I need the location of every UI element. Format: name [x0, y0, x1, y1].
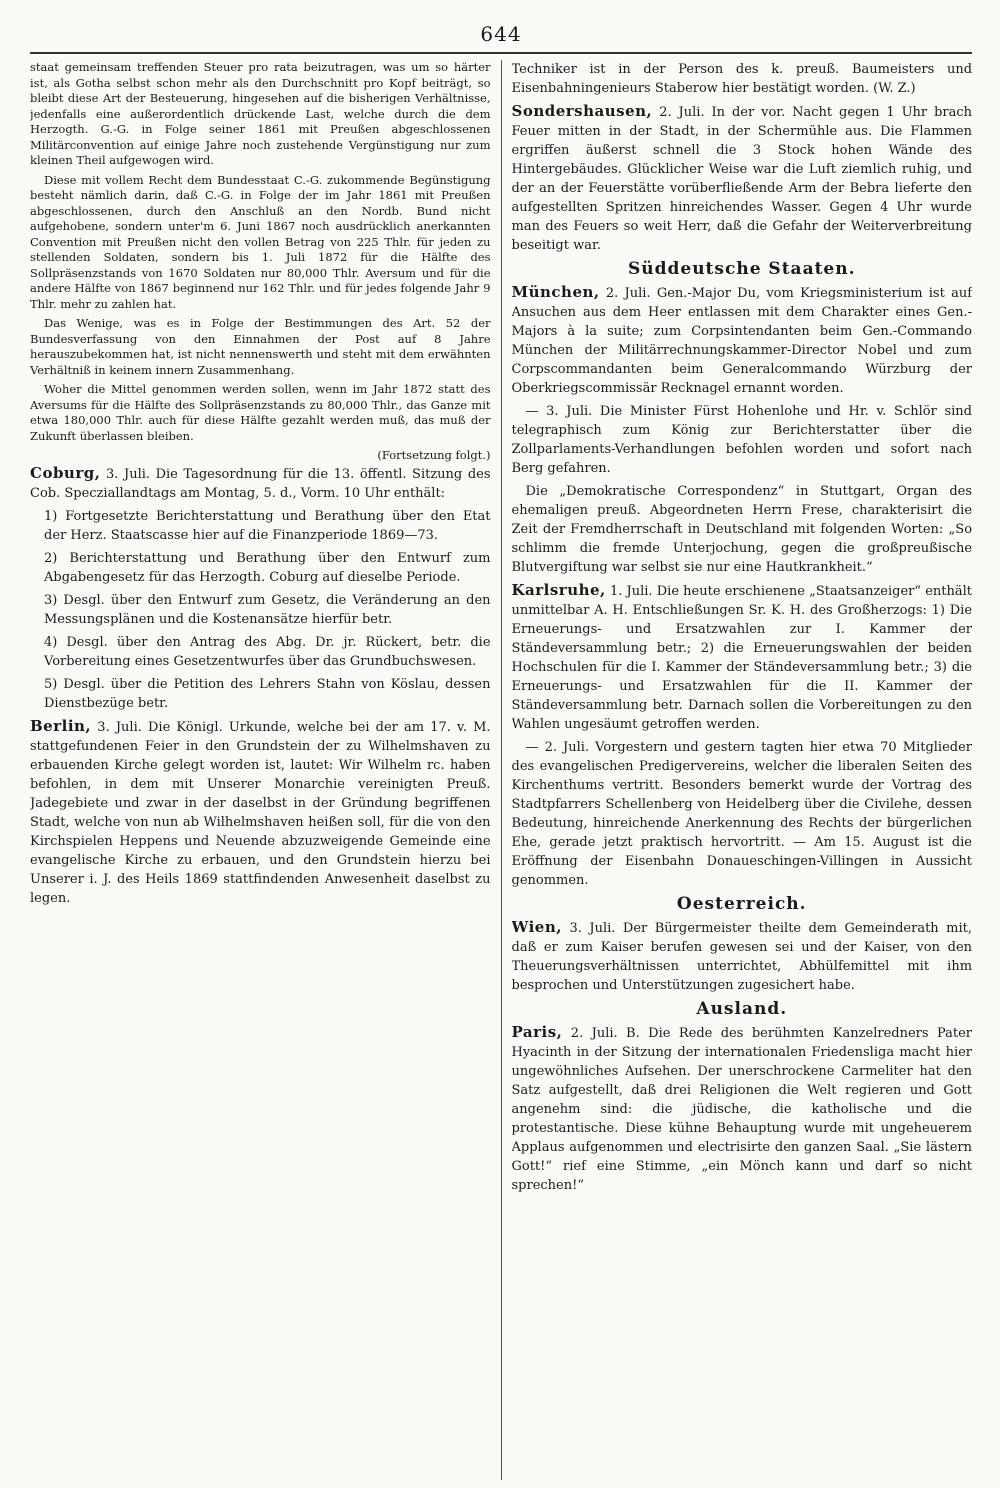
muenchen-paragraph-3: Die „Demokratische Correspondenz“ in Stuttgart, Organ des ehemaligen preuß. Abgeordneten Herrn Frese, charakterisirt die Zeit der Fremdherrschaft in Deutschland mit folgenden Worten: „So schlimm die fremde Unterjochung, gegen die großpreußische Blutvergiftung war selbst sie nur eine Hautkrankheit.“ [511, 484, 973, 575]
karlsruhe-article [512, 581, 973, 734]
muenchen-paragraph-2: — 3. Juli. Die Minister Fürst Hohenlohe und Hr. v. Schlör sind telegraphisch zum König zur Berichterstatter über die Zollparlaments-Verhandlungen befohlen worden und sofort nach Berg gefahren. [511, 404, 973, 476]
coburg-agenda-item-1: 1) Fortgesetzte Berichterstattung und Berathung über den Etat der Herz. Staatscasse hier auf die Finanzperiode 1869—73. [44, 508, 491, 543]
muenchen-text: 2. Juli. Gen.-Major Du, vom Kriegsministerium ist auf Ansuchen aus dem Heer entlassen mit dem Charakter eines Gen.-Majors à la suite; zum Corpsintendanten beim Gen.-Commando München der Militärrechnungskammer-Director Nobel und zum Corpscommandanten beim Generalcommando Würzburg der Oberkriegscommissär Recknagel ernannt worden. [511, 286, 973, 396]
paris-dateline: Paris, [511, 1023, 563, 1041]
text-columns [30, 60, 972, 1480]
karlsruhe-dateline: Karlsruhe, [511, 581, 606, 599]
muenchen-dateline: München, [511, 283, 600, 301]
section-heading-ausland: Ausland. [696, 999, 788, 1019]
berlin-dateline: Berlin, [30, 716, 92, 735]
paris-text: 2. Juli. B. Die Rede des berühmten Kanzelredners Pater Hyacinth in der Sitzung der internationalen Friedensliga macht hier ungewöhnliches Aufsehen. Der unerschrockene Carmeliter hat den Satz aufgestellt, daß drei Religionen die Welt regieren und Gott angenehm sind: die jüdische, die katholische und die protestantische. Diese kühne Behauptung wurde mit ungeheuerem Applaus aufgenommen und electrisirte den ganzen Saal. „Sie lästern Gott!“ rief eine Stimme, „ein Mönch kann und darf so nicht sprechen!“ [511, 1026, 973, 1193]
sondershausen-article [512, 102, 973, 255]
section-heading-oesterreich: Oesterreich. [676, 894, 807, 914]
header-rule [30, 52, 972, 54]
right-column [512, 60, 973, 1480]
karlsruhe-text: 1. Juli. Die heute erschienene „Staatsanzeiger“ enthält unmittelbar A. H. Entschließungen Sr. K. H. des Großherzogs: 1) Die Erneuerungs- und Ersatzwahlen zur I. Kammer der Ständeversammlung betr.; 2) die Erneuerungswahlen der beiden Hochschulen für die I. Kammer der Ständeversammlung betr.; 3) die Erneuerungs- und Ersatzwahlen für die II. Kammer der Ständeversammlung betr. Darnach sollen die Vorbereitungen zu den Wahlen ungesäumt getroffen werden. [511, 584, 973, 732]
coburg-text: 3. Juli. Die Tagesordnung für die 13. öffentl. Sitzung des Cob. Specziallandtags am Montag, 5. d., Vorm. 10 Uhr enthält: [30, 466, 491, 501]
berlin-article [30, 717, 491, 908]
wien-dateline: Wien, [511, 918, 562, 936]
page-number: 644 [480, 22, 522, 46]
left-column [30, 60, 491, 1480]
coburg-agenda-item-5: 5) Desgl. über die Petition des Lehrers Stahn von Köslau, dessen Dienstbezüge betr. [44, 676, 491, 711]
coburg-agenda-item-2: 2) Berichterstattung und Berathung über den Entwurf zum Abgabengesetz für das Herzogth. Coburg auf dieselbe Periode. [44, 550, 491, 585]
berlin-text: 3. Juli. Die Königl. Urkunde, welche bei der am 17. v. M. stattgefundenen Feier in den Grundstein der zu Wilhelmshaven zu erbauenden Kirche gelegt worden ist, lautet: Wir Wilhelm rc. haben befohlen, in dem mit Unserer Monarchie vereinigten Preuß. Jadegebiete und zwar in der daselbst in der Gründung begriffenen Stadt, welche von nun ab Wilhelmshaven heißen soll, für die von den Kirchspielen Heppens und Neuende abzuzweigende Gemeinde eine evangelische Kirche zu erbauen, und den Grundstein hierzu bei Unserer i. J. des Heils 1869 stattfindenden Anwesenheit daselbst zu legen. [30, 719, 491, 906]
muenchen-article [512, 283, 973, 398]
left-paragraph-1: staat gemeinsam treffenden Steuer pro rata beizutragen, was um so härter ist, als Gotha selbst schon mehr als den Durchschnitt pro Kopf beiträgt, so bleibt diese Art der Besteuerung, hingesehen auf die bisherigen Verhältnisse, jedenfalls eine außerordentlich drückende Last, welche durch die dem Herzogth. G.-G. in Folge seiner 1861 mit Preußen abgeschlossenen Militärconvention auf einige Jahre noch zustehende Vergünstigung nur zum kleinen Theil aufgewogen wird. [30, 60, 491, 167]
sondershausen-text: 2. Juli. In der vor. Nacht gegen 1 Uhr brach Feuer mitten in der Stadt, in der Schermühle aus. Die Flammen ergriffen äußerst schnell die 3 Stock hohen Wände des Hintergebäudes. Glücklicher Weise war die Luft ziemlich ruhig, und der an der Feuerstätte vorüberfließende Arm der Bebra lieferte den aufgestellten Spritzen hinreichendes Wasser. Gegen 4 Uhr wurde man des Feuers so weit Herr, daß die Gefahr der Weiterverbreitung beseitigt war. [511, 105, 973, 253]
sondershausen-dateline: Sondershausen, [511, 102, 653, 120]
left-paragraph-3: Das Wenige, was es in Folge der Bestimmungen des Art. 52 der Bundesverfassung von den Einnahmen der Post auf 8 Jahre herauszubekommen hat, ist nicht nennenswerth und steht mit dem erwähnten Verhältniß in keinem innern Zusammenhang. [30, 316, 491, 377]
coburg-agenda-item-4: 4) Desgl. über den Antrag des Abg. Dr. jr. Rückert, betr. die Vorbereitung eines Gesetzentwurfes über das Grundbuchswesen. [44, 634, 491, 669]
right-paragraph-1: Techniker ist in der Person des k. preuß. Baumeisters und Eisenbahningenieurs Staberow hier bestätigt worden. (W. Z.) [511, 62, 973, 96]
column-divider [501, 60, 502, 1480]
coburg-article [30, 464, 491, 503]
wien-text: 3. Juli. Der Bürgermeister theilte dem Gemeinderath mit, daß er zum Kaiser berufen gewesen sei und der Kaiser, von den Theuerungsverhältnissen unterrichtet, Abhülfemittel mit ihm besprochen und Unterstützungen zugesichert habe. [511, 921, 973, 993]
section-heading-sueddeutsche-staaten: Süddeutsche Staaten. [627, 259, 856, 279]
karlsruhe-paragraph-2: — 2. Juli. Vorgestern und gestern tagten hier etwa 70 Mitglieder des evangelischen Predigervereins, welcher die liberalen Seiten des Kirchenthums vertritt. Besonders bemerkt wurde der Vortrag des Stadtpfarrers Schellenberg von Heidelberg über die Civilehe, dessen Bedeutung, hinreichende Anerkennung des Rechts der bürgerlichen Ehe, gerade jetzt praktisch hervortritt. — Am 15. August ist die Eröffnung der Eisenbahn Donaueschingen-Villingen in Aussicht genommen. [511, 740, 973, 888]
wien-article [512, 918, 973, 995]
coburg-dateline: Coburg, [30, 463, 101, 482]
continuation-note: (Fortsetzung folgt.) [377, 448, 491, 462]
paris-article [512, 1023, 973, 1195]
left-paragraph-4: Woher die Mittel genommen werden sollen, wenn im Jahr 1872 statt des Aversums für die Hälfte des Sollpräsenzstands zu 80,000 Thlr., das Ganze mit etwa 180,000 Thlr. auch für diese Hälfte gezahlt werden muß, das muß der Zukunft überlassen bleiben. [30, 382, 491, 443]
left-paragraph-2: Diese mit vollem Recht dem Bundesstaat C.-G. zukommende Begünstigung besteht nämlich darin, daß C.-G. in Folge der im Jahr 1861 mit Preußen abgeschlossenen, durch den Anschluß an den Nordb. Bund nicht aufgehobene, sondern unter'm 6. Juni 1867 noch ausdrücklich anerkannten Convention mit Preußen nicht den vollen Betrag von 225 Thlr. für jeden zu stellenden Soldaten, sondern bis 1. Juli 1872 für die Hälfte des Sollpräsenzstands von 1670 Soldaten nur 80,000 Thlr. Aversum und für die andere Hälfte von 1867 beginnend nur 162 Thlr. und für jedes folgende Jahr 9 Thlr. mehr zu zahlen hat. [30, 172, 491, 311]
coburg-agenda-item-3: 3) Desgl. über den Entwurf zum Gesetz, die Veränderung an den Messungsplänen und die Kostenansätze hierfür betr. [44, 592, 491, 627]
